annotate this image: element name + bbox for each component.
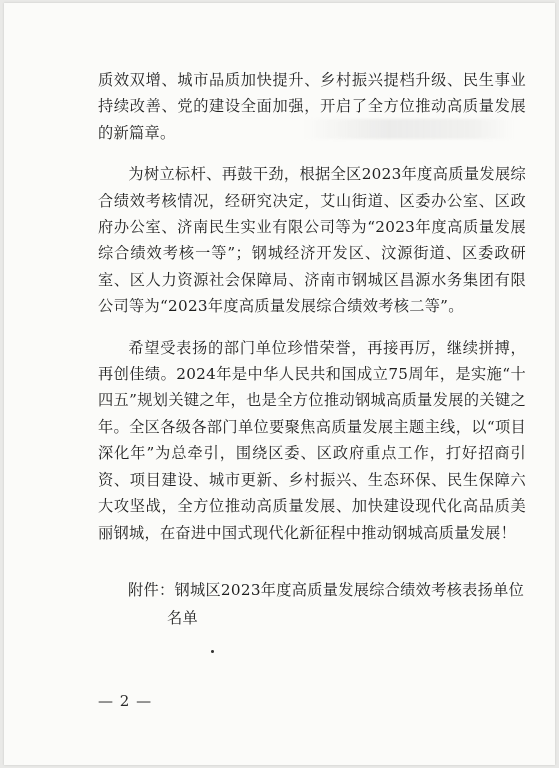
ink-dot (211, 650, 214, 653)
document-page (4, 3, 555, 765)
paragraph-commendation: 为树立标杆、再鼓干劲，根据全区2023年度高质量发展综合绩效考核情况，经研究决定，艾山街道、区委办公室、区政府办公室、济南民生实业有限公司等为“2023年度高质量发展综合绩效考核一等”；钢城经济开发区、汶源街道、区委政研室、区人力资源社会保障局、济南市钢城区昌源水务集团有限公司等为“2023年度高质量发展综合绩效考核二等”。 (98, 165, 526, 316)
paragraph-expectation: 希望受表扬的部门单位珍惜荣誉，再接再厉，继续拼搏，再创佳绩。2024年是中华人民共和国成立75周年，是实施“十四五”规划关键之年，也是全方位推动钢城高质量发展的关键之年。全区各级各部门单位要聚焦高质量发展主题主线，以“项目深化年”为总牵引，围绕区委、区政府重点工作，打好招商引资、项目建设、城市更新、乡村振兴、生态环保、民生保障六大攻坚战，全方位推动高质量发展、加快建设现代化高品质美丽钢城，在奋进中国式现代化新征程中推动钢城高质量发展！ (98, 338, 526, 542)
attachment-label: 附件： (128, 581, 175, 599)
attachment-title-line1: 钢城区2023年度高质量发展综合绩效考核表扬单位 (174, 581, 525, 599)
page-number: — 2 — (98, 692, 153, 710)
attachment-title-line2: 名单 (167, 609, 198, 627)
paragraph-continuation: 质效双增、城市品质加快提升、乡村振兴提档升级、民生事业持续改善、党的建设全面加强，开启了全方位推动高质量发展的新篇章。 (98, 71, 526, 142)
body-text (98, 67, 526, 546)
attachment-note (128, 576, 528, 632)
